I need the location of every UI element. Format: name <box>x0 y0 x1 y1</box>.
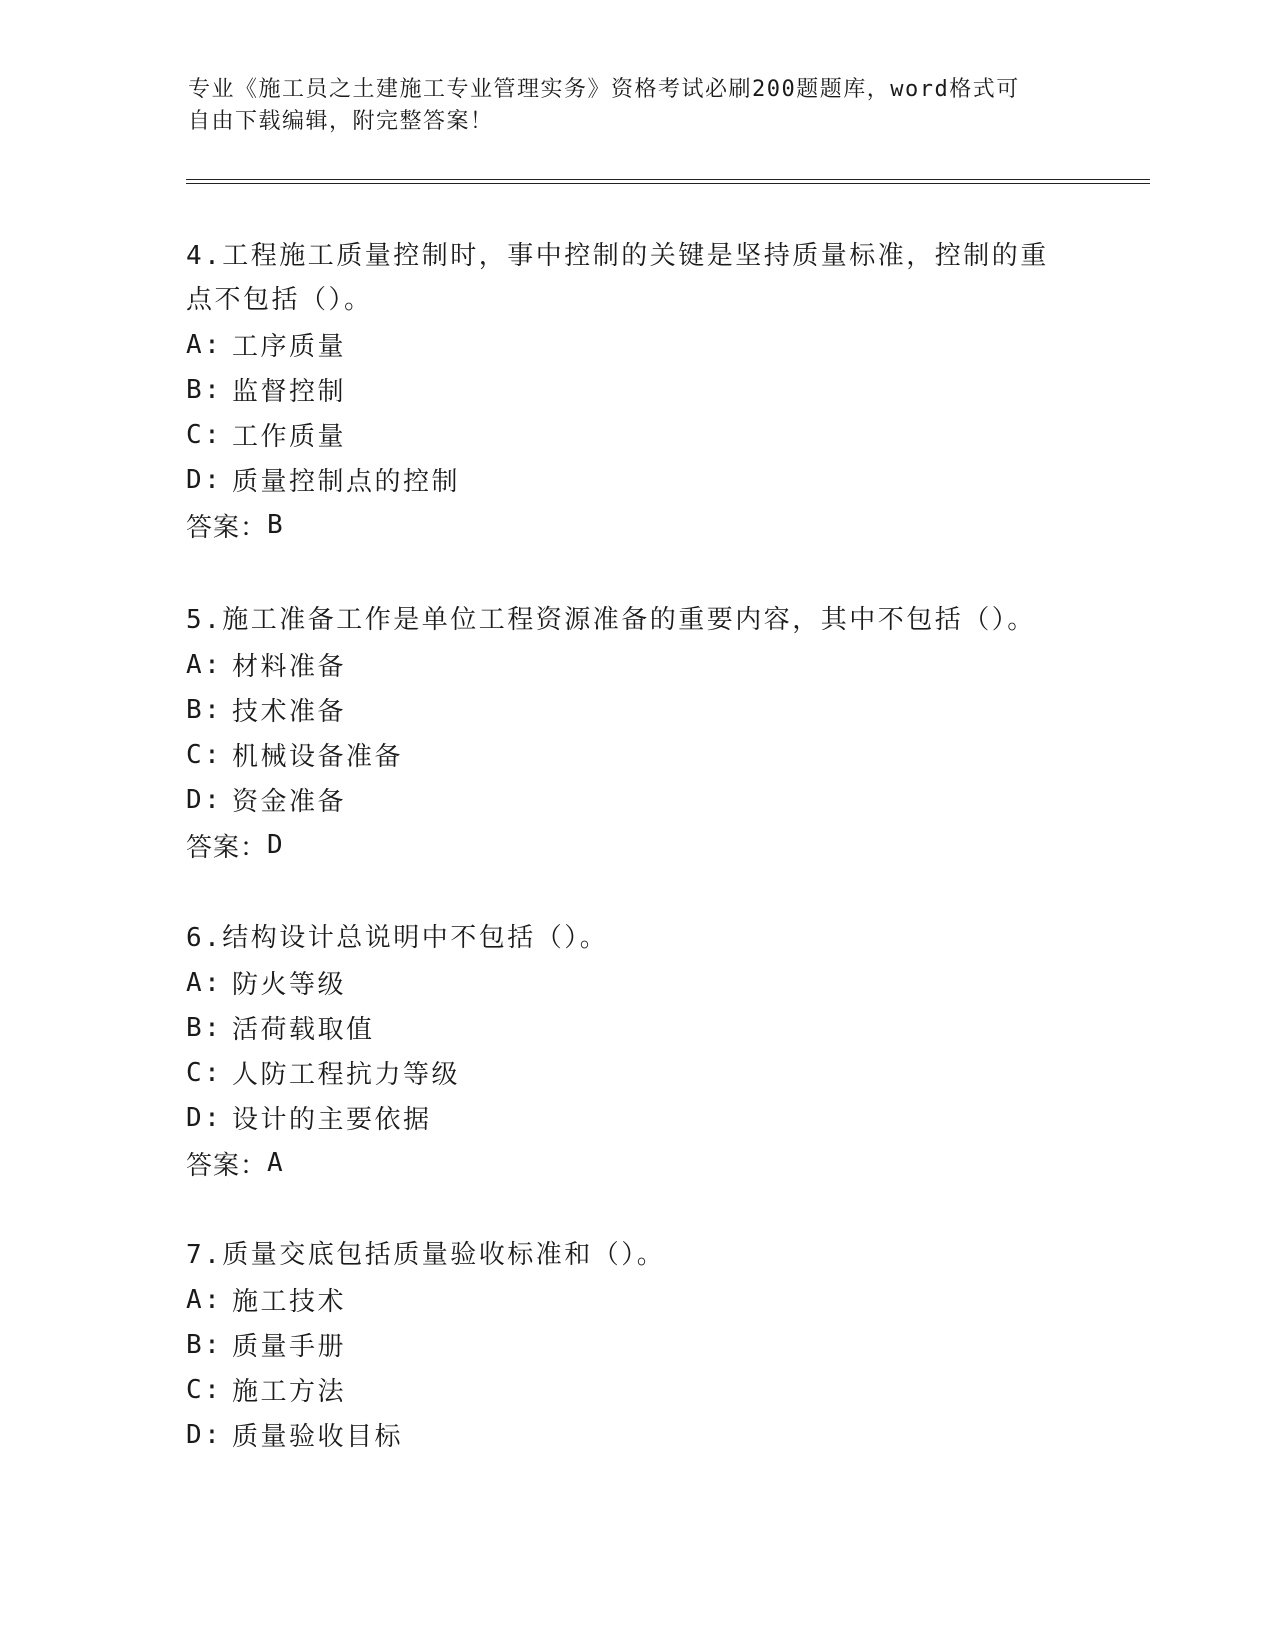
option-text: 活荷载取值 <box>232 1015 375 1045</box>
option-text: 资金准备 <box>232 787 347 817</box>
option-letter: C: <box>186 1374 223 1405</box>
option-d <box>186 457 1086 502</box>
answer-label: 答案： <box>186 512 268 543</box>
answer-line <box>186 822 1086 868</box>
answer-value: D <box>267 830 284 860</box>
option-letter: D: <box>186 1419 223 1450</box>
option-letter: A: <box>186 649 223 680</box>
option-text: 质量控制点的控制 <box>232 467 461 497</box>
option-text: 材料准备 <box>232 652 347 682</box>
option-letter: D: <box>186 1102 223 1133</box>
option-d <box>186 777 1086 822</box>
option-letter: C: <box>186 739 223 770</box>
option-a <box>186 642 1086 687</box>
header-divider-bottom <box>186 183 1150 184</box>
question-6 <box>186 916 1086 1186</box>
option-text: 工作质量 <box>232 422 347 452</box>
question-stem: 5.施工准备工作是单位工程资源准备的重要内容，其中不包括（）。 <box>186 605 1036 635</box>
option-letter: A: <box>186 329 223 360</box>
option-letter: C: <box>186 1057 223 1088</box>
option-c <box>186 1050 1086 1095</box>
question-5 <box>186 598 1086 868</box>
option-c <box>186 412 1086 457</box>
option-letter: A: <box>186 1284 223 1315</box>
option-a <box>186 322 1086 367</box>
option-b <box>186 1005 1086 1050</box>
header-line-1: 专业《施工员之土建施工专业管理实务》资格考试必刷200题题库，word格式可 <box>188 77 1020 102</box>
option-letter: D: <box>186 464 223 495</box>
option-a <box>186 1277 1086 1322</box>
option-letter: B: <box>186 694 223 725</box>
option-text: 设计的主要依据 <box>232 1105 432 1135</box>
header-divider-top <box>186 179 1150 180</box>
option-letter: B: <box>186 1329 223 1360</box>
option-b <box>186 1322 1086 1367</box>
option-d <box>186 1095 1086 1140</box>
answer-line <box>186 502 1086 548</box>
answer-value: B <box>267 510 284 540</box>
header-line-2: 自由下载编辑，附完整答案！ <box>188 109 494 134</box>
option-text: 防火等级 <box>232 970 347 1000</box>
option-letter: D: <box>186 784 223 815</box>
option-c <box>186 1367 1086 1412</box>
question-stem-continued: 点不包括（）。 <box>186 285 373 315</box>
option-text: 质量验收目标 <box>232 1422 404 1452</box>
option-text: 监督控制 <box>232 377 347 407</box>
question-7 <box>186 1233 1086 1457</box>
question-stem: 4.工程施工质量控制时，事中控制的关键是坚持质量标准，控制的重 <box>186 241 1049 271</box>
answer-label: 答案： <box>186 1150 268 1181</box>
option-b <box>186 687 1086 732</box>
option-b <box>186 367 1086 412</box>
question-stem: 7.质量交底包括质量验收标准和（）。 <box>186 1240 666 1270</box>
option-a <box>186 960 1086 1005</box>
option-letter: A: <box>186 967 223 998</box>
question-stem: 6.结构设计总说明中不包括（）。 <box>186 923 609 953</box>
question-4 <box>186 234 1086 548</box>
option-text: 施工技术 <box>232 1287 347 1317</box>
option-letter: B: <box>186 1012 223 1043</box>
answer-value: A <box>267 1148 284 1178</box>
option-text: 人防工程抗力等级 <box>232 1060 461 1090</box>
answer-line <box>186 1140 1086 1186</box>
option-c <box>186 732 1086 777</box>
option-text: 施工方法 <box>232 1377 347 1407</box>
option-letter: C: <box>186 419 223 450</box>
option-text: 工序质量 <box>232 332 347 362</box>
option-letter: B: <box>186 374 223 405</box>
option-text: 质量手册 <box>232 1332 347 1362</box>
option-text: 机械设备准备 <box>232 742 404 772</box>
option-d <box>186 1412 1086 1457</box>
document-header <box>188 74 1088 138</box>
option-text: 技术准备 <box>232 697 347 727</box>
answer-label: 答案： <box>186 832 268 863</box>
